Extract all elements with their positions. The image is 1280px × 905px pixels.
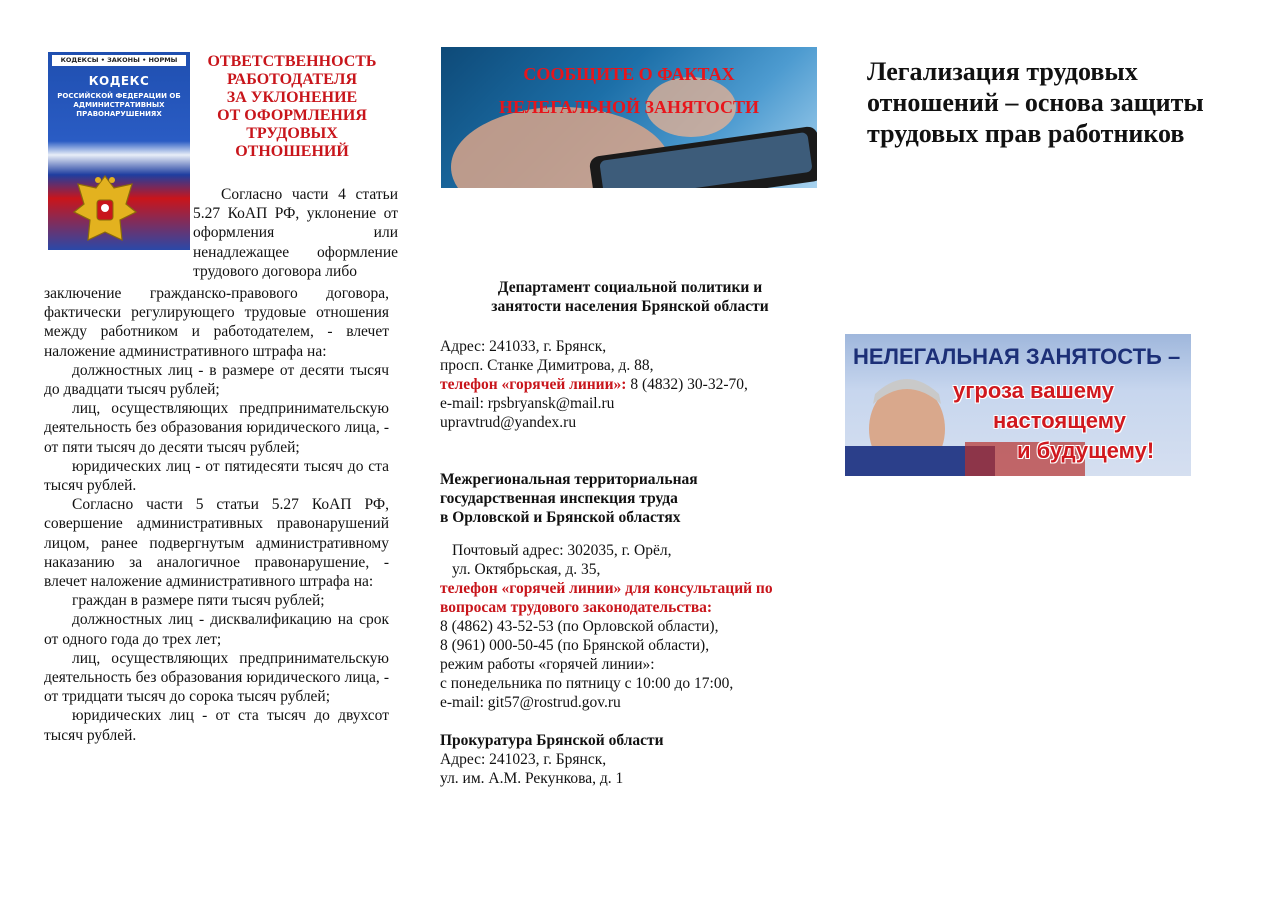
fines-text: [44, 284, 389, 745]
git-hours-label: режим работы «горячей линии»:: [440, 656, 655, 673]
illegal-employment-banner: [845, 334, 1191, 476]
fine-item: должностных лиц - в размере от десяти тысяч до двадцати тысяч рублей;: [44, 361, 389, 399]
title-line: ТРУДОВЫХ: [246, 125, 338, 142]
git-phone: 8 (4862) 43-52-53 (по Орловской области),: [440, 618, 719, 635]
git-address: Почтовый адрес: 302035, г. Орёл,: [452, 542, 672, 559]
fine-item: юридических лиц - от пятидесяти тысяч до ста тысяч рублей.: [44, 457, 389, 495]
contacts-block: [440, 278, 820, 788]
book-title: КОДЕКС: [88, 74, 150, 88]
title-line: ОТНОШЕНИЙ: [235, 143, 349, 160]
part5-intro: Согласно части 5 статьи 5.27 КоАП РФ, совершение административных правонарушений лицом, ранее подвергнутым административному наказанию за аналогичное правонарушение, - влечет наложение административного штрафа на:: [44, 496, 389, 591]
brochure-title-line: отношений – основа защиты: [867, 88, 1204, 117]
prosecutor-title: Прокуратура Брянской области: [440, 732, 664, 749]
book-subtitle: РОССИЙСКОЙ ФЕДЕРАЦИИ ОБ АДМИНИСТРАТИВНЫХ ПРАВОНАРУШЕНИЯХ: [57, 92, 181, 118]
book-top-strip: КОДЕКСЫ • ЗАКОНЫ • НОРМЫ: [52, 55, 186, 66]
fine-item: лиц, осуществляющих предпринимательскую деятельность без образования юридического лица, - от пяти тысяч до десяти тысяч рублей;: [44, 400, 389, 456]
dept-email[interactable]: e-mail: rpsbryansk@mail.ru: [440, 395, 615, 412]
git-phone: 8 (961) 000-50-45 (по Брянской области),: [440, 637, 710, 654]
brochure-title-line: Легализация трудовых: [867, 57, 1138, 86]
dept-phone: 8 (4832) 30-32-70,: [626, 376, 748, 393]
coat-of-arms-icon: [70, 170, 140, 250]
banner-line: и будущему!: [1017, 438, 1155, 463]
dept-email-2[interactable]: upravtrud@yandex.ru: [440, 414, 577, 431]
dept-phone-label: телефон «горячей линии»:: [440, 376, 627, 393]
intro-paragraph-1: Согласно части 4 статьи 5.27 КоАП РФ, уклонение от оформления или ненадлежащее оформление трудового договора либо: [193, 186, 398, 280]
fine-item: юридических лиц - от ста тысяч до двухсот тысяч рублей.: [44, 707, 389, 744]
git-title-line: в Орловской и Брянской областях: [440, 509, 681, 526]
banner-line: настоящему: [993, 408, 1126, 433]
git-phone-label: телефон «горячей линии» для консультаций по: [440, 580, 773, 597]
git-title-line: Межрегиональная территориальная: [440, 471, 698, 488]
brochure-title-line: трудовых прав работников: [867, 119, 1185, 148]
intro-paragraph-2: заключение гражданско-правового договора, фактически регулирующего трудовые отношения между работником и работодателем, - влечет наложение административного штрафа на:: [44, 285, 389, 360]
prosecutor-address: ул. им. А.М. Рекункова, д. 1: [440, 770, 624, 787]
report-banner-image: [441, 47, 817, 188]
banner-line-2: НЕЛЕГАЛЬНОЙ ЗАНЯТОСТИ: [499, 97, 759, 117]
banner-heading: НЕЛЕГАЛЬНАЯ ЗАНЯТОСТЬ –: [853, 344, 1181, 369]
fine-item: должностных лиц - дисквалификацию на срок от одного года до трех лет;: [44, 611, 389, 648]
title-line: РАБОТОДАТЕЛЯ: [226, 71, 358, 88]
title-line: ОТ ОФОРМЛЕНИЯ: [217, 107, 367, 124]
title-line: ЗА УКЛОНЕНИЕ: [226, 89, 358, 106]
git-title-line: государственная инспекция труда: [440, 490, 678, 507]
dept-address: просп. Станке Димитрова, д. 88,: [440, 357, 654, 374]
banner-line-1: СООБЩИТЕ О ФАКТАХ: [523, 64, 735, 84]
dept-title-line: Департамент социальной политики и: [497, 279, 763, 296]
banner-line: угроза вашему: [953, 378, 1114, 403]
fine-item: лиц, осуществляющих предпринимательскую деятельность без образования юридического лица, - от тридцати тысяч до сорока тысяч рублей;: [44, 649, 389, 706]
fine-item: граждан в размере пяти тысяч рублей;: [72, 592, 325, 610]
git-address: ул. Октябрьская, д. 35,: [452, 561, 601, 578]
code-book-image: [48, 52, 190, 250]
title-line: ОТВЕТСТВЕННОСТЬ: [207, 53, 377, 70]
dept-address: Адрес: 241033, г. Брянск,: [440, 338, 607, 355]
prosecutor-address: Адрес: 241023, г. Брянск,: [440, 751, 607, 768]
brochure-title: [867, 56, 1237, 149]
git-hours: с понедельника по пятницу с 10:00 до 17:00,: [440, 675, 734, 692]
section-title-responsibility: [192, 53, 392, 161]
git-email[interactable]: e-mail: git57@rostrud.gov.ru: [440, 694, 621, 711]
git-phone-label: вопросам трудового законодательства:: [440, 599, 713, 616]
dept-title-line: занятости населения Брянской области: [491, 298, 769, 315]
